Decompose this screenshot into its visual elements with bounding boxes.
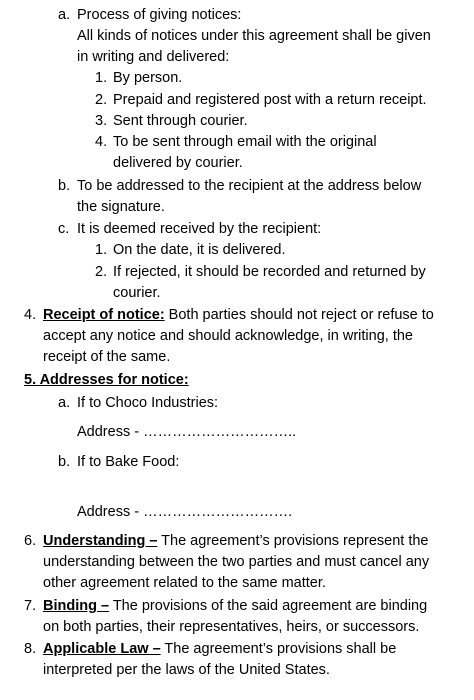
method-text: To be sent through email with the original	[113, 134, 377, 150]
section-4-line	[43, 305, 434, 325]
section-7-text: The provisions of the said agreement are binding	[109, 598, 428, 614]
address-b-marker: b.	[58, 454, 71, 470]
section-6-number: 6.	[24, 533, 37, 549]
receipt-text: On the date, it is delivered.	[113, 242, 286, 258]
section-8-number: 8.	[24, 641, 37, 657]
method-number: 4.	[95, 134, 108, 150]
section-6-text: The agreement’s provisions represent the	[157, 533, 429, 549]
section-6-line	[43, 531, 429, 551]
section-4-text: Both parties should not reject or refuse to	[164, 307, 434, 323]
address-b-label: If to Bake Food:	[77, 454, 180, 470]
method-number: 2.	[95, 92, 108, 108]
section-6-heading: Understanding –	[43, 533, 158, 549]
section-4-heading: Receipt of notice:	[43, 307, 165, 323]
receipt-text: courier.	[113, 285, 161, 301]
section-8-text: The agreement’s provisions shall be	[160, 641, 397, 657]
section-4-line: receipt of the same.	[43, 349, 171, 365]
section-7-heading: Binding –	[43, 598, 110, 614]
address-a-label: If to Choco Industries:	[77, 395, 219, 411]
section-7-line	[43, 596, 427, 616]
section-4-number: 4.	[24, 307, 37, 323]
section-8-line	[43, 639, 396, 659]
section-8-heading: Applicable Law –	[43, 641, 161, 657]
method-text: By person.	[113, 70, 183, 86]
item-b-line: To be addressed to the recipient at the address below	[77, 178, 422, 194]
method-number: 3.	[95, 113, 108, 129]
section-6-line: understanding between the two parties and must cancel any	[43, 554, 430, 570]
section-6-line: other agreement related to the same matter.	[43, 575, 326, 591]
item-c-marker: c.	[58, 221, 70, 237]
item-a-marker: a.	[58, 7, 71, 23]
section-5-heading: 5. Addresses for notice:	[24, 372, 189, 388]
item-b-line: the signature.	[77, 199, 165, 215]
item-a-body-line: in writing and delivered:	[77, 49, 230, 65]
receipt-number: 2.	[95, 264, 108, 280]
method-text: Prepaid and registered post with a return receipt.	[113, 92, 427, 108]
section-8-line: interpreted per the laws of the United States.	[43, 662, 330, 678]
receipt-text: If rejected, it should be recorded and returned by	[113, 264, 426, 280]
receipt-number: 1.	[95, 242, 108, 258]
item-a-title: Process of giving notices:	[77, 7, 242, 23]
item-b-marker: b.	[58, 178, 71, 194]
address-a-field: Address - …………………………..	[77, 424, 297, 440]
item-a-body-line: All kinds of notices under this agreement shall be given	[77, 28, 431, 44]
method-number: 1.	[95, 70, 108, 86]
section-4-line: accept any notice and should acknowledge, in writing, the	[43, 328, 413, 344]
section-7-number: 7.	[24, 598, 37, 614]
address-a-marker: a.	[58, 395, 71, 411]
method-text: Sent through courier.	[113, 113, 248, 129]
method-text: delivered by courier.	[113, 155, 243, 171]
item-c-title: It is deemed received by the recipient:	[77, 221, 322, 237]
address-b-field: Address - ………………………….	[77, 504, 293, 520]
section-7-line: on both parties, their representatives, heirs, or successors.	[43, 619, 420, 635]
